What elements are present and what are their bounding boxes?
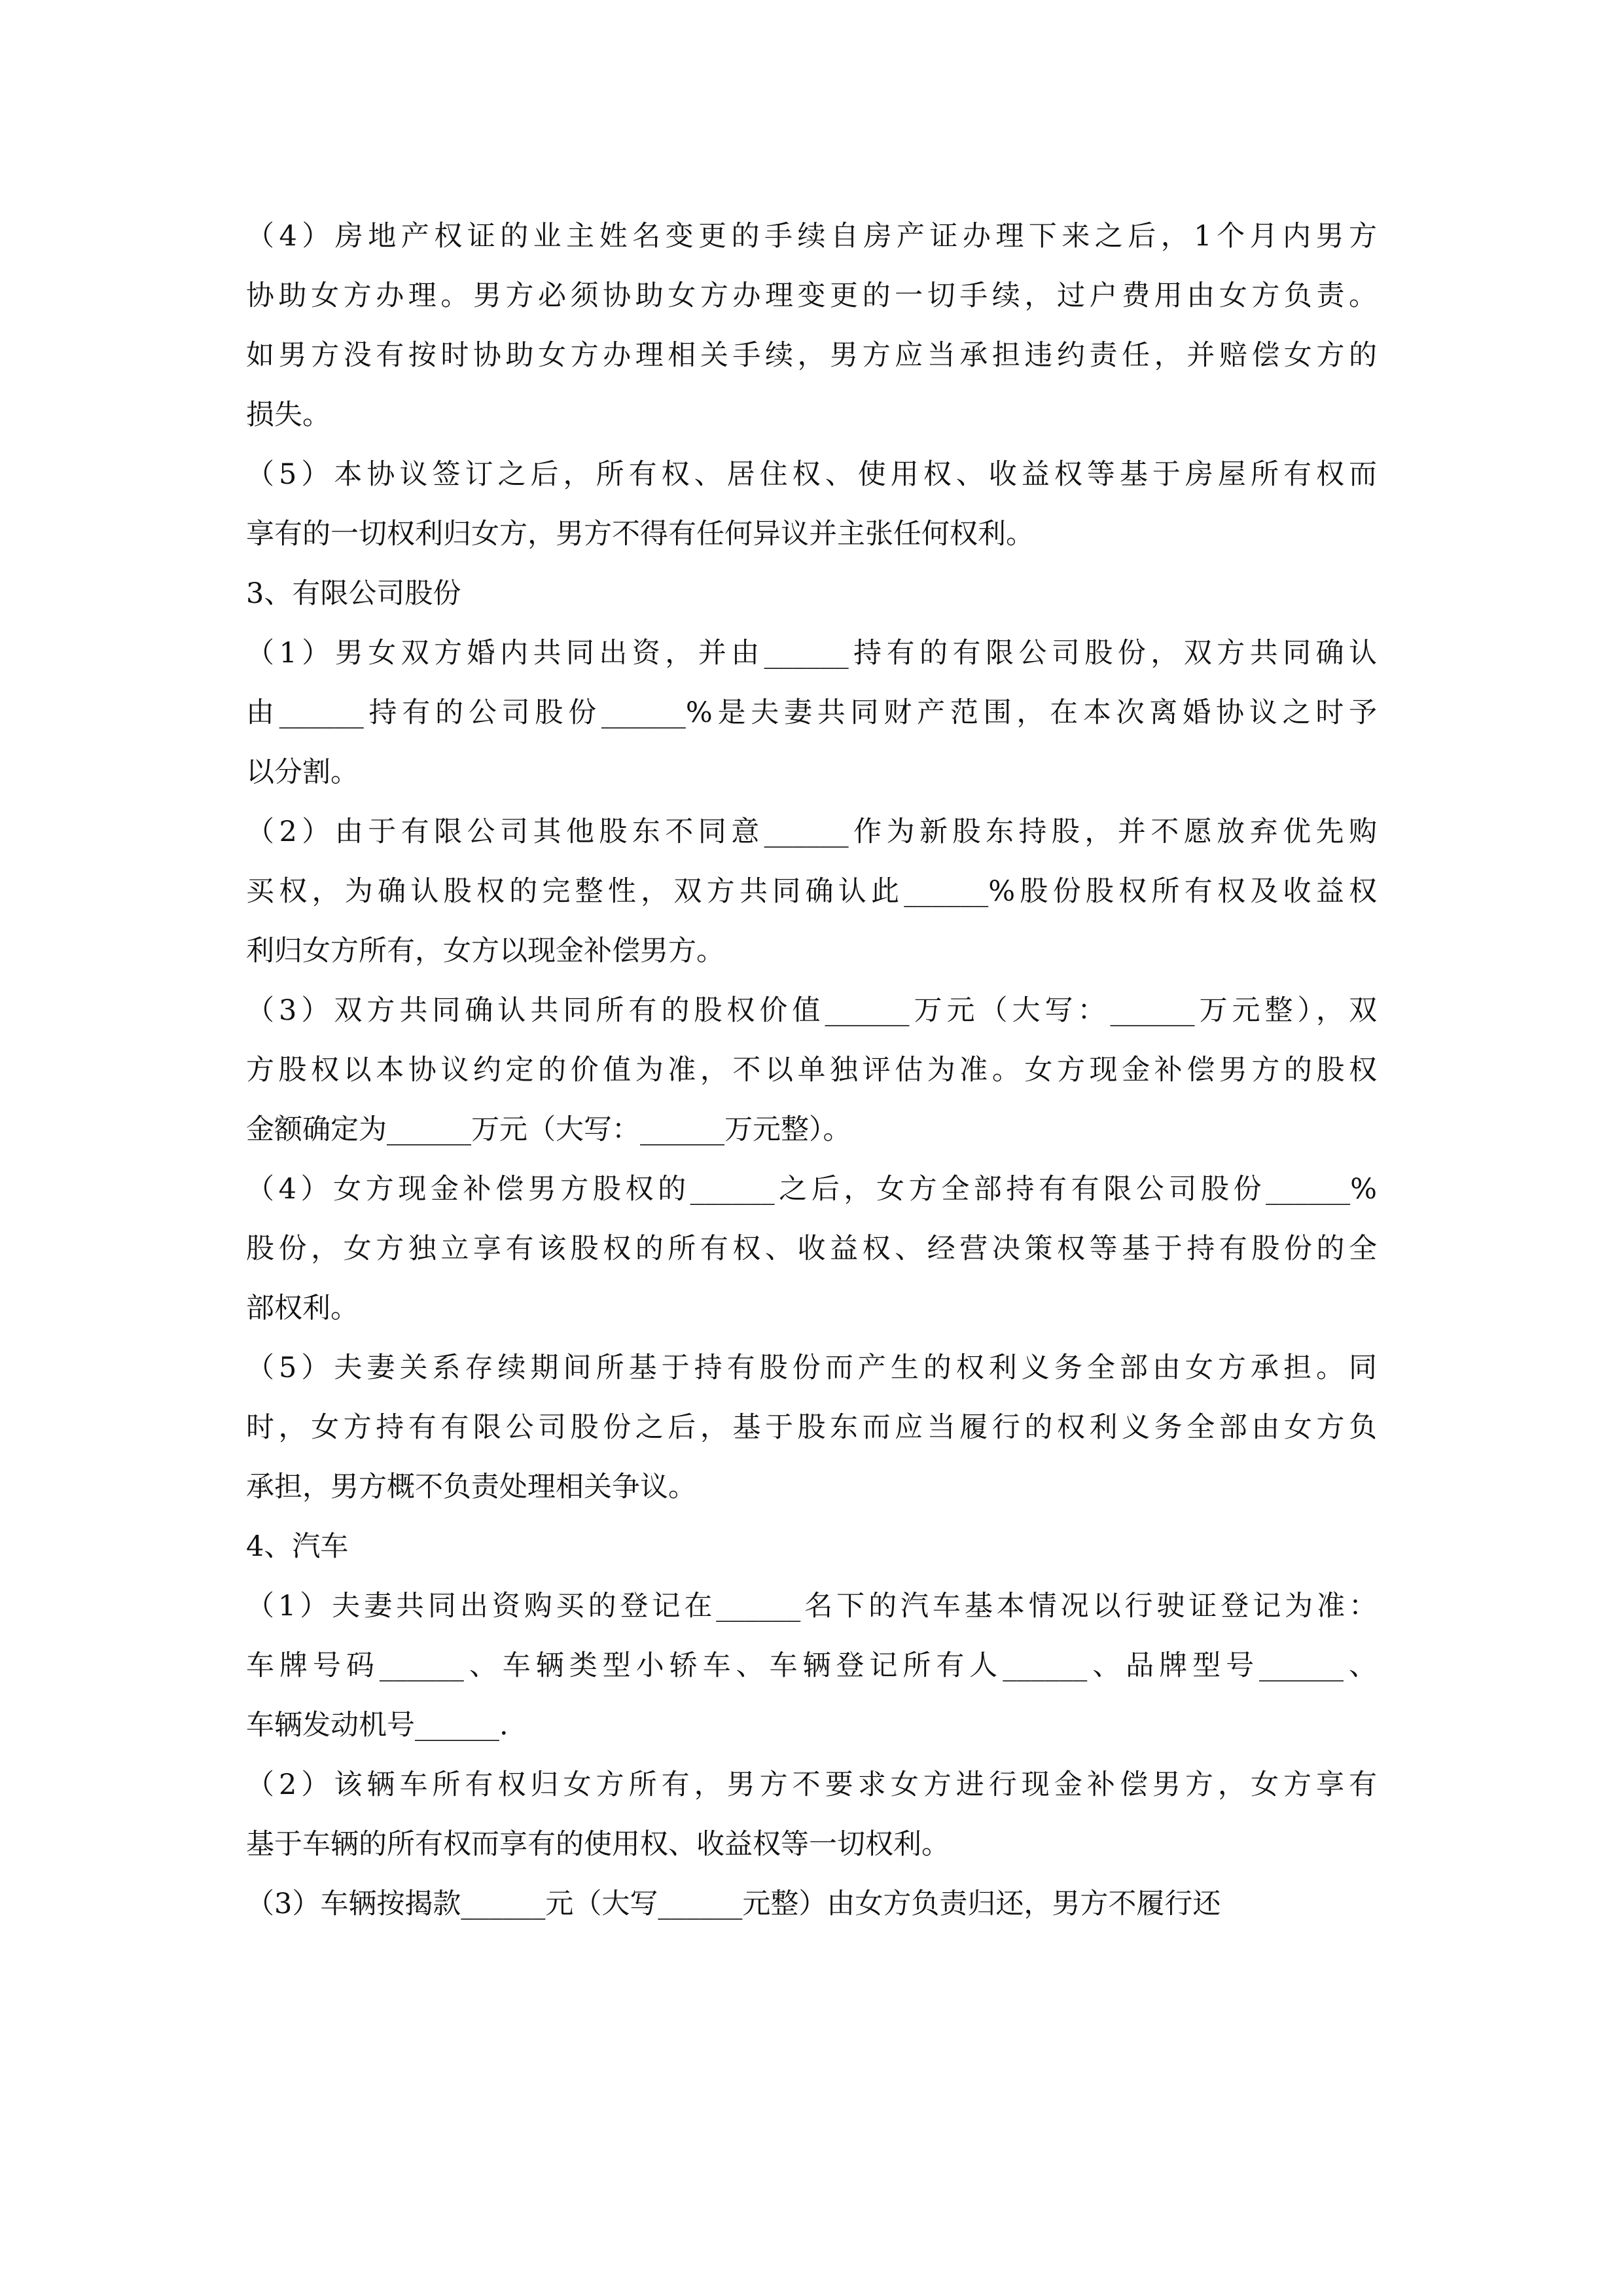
paragraph-line: （2）该辆车所有权归女方所有，男方不要求女方进行现金补偿男方，女方享有 — [246, 1768, 1377, 1801]
paragraph-line: （4）房地产权证的业主姓名变更的手续自房产证办理下来之后，1个月内男方 — [246, 220, 1377, 253]
paragraph-line: （1）夫妻共同出资购买的登记在______名下的汽车基本情况以行驶证登记为准： — [246, 1590, 1377, 1623]
paragraph-line: 协助女方办理。男方必须协助女方办理变更的一切手续，过户费用由女方负责。 — [246, 279, 1377, 312]
paragraph-line: （5）本协议签订之后，所有权、居住权、使用权、收益权等基于房屋所有权而 — [246, 458, 1377, 491]
clause-paragraph — [246, 1160, 1377, 1338]
paragraph-line: 方股权以本协议约定的价值为准，不以单独评估为准。女方现金补偿男方的股权 — [246, 1054, 1377, 1086]
paragraph-line: （4）女方现金补偿男方股权的______之后，女方全部持有有限公司股份______% — [246, 1173, 1377, 1206]
paragraph-line: 金额确定为______万元（大写：______万元整）。 — [246, 1113, 851, 1146]
paragraph-line: 买权，为确认股权的完整性，双方共同确认此______%股份股权所有权及收益权 — [246, 875, 1377, 908]
paragraph-line: 如男方没有按时协助女方办理相关手续，男方应当承担违约责任，并赔偿女方的 — [246, 339, 1377, 372]
paragraph-line: 以分割。 — [246, 756, 359, 789]
paragraph-line: （3）双方共同确认共同所有的股权价值______万元（大写：______万元整），双 — [246, 994, 1377, 1027]
paragraph-line: 车牌号码______、车辆类型小轿车、车辆登记所有人______、品牌型号______、 — [246, 1649, 1377, 1682]
clause-paragraph — [246, 445, 1377, 564]
clause-paragraph — [246, 1577, 1377, 1755]
clause-paragraph — [246, 1755, 1377, 1874]
paragraph-line: （1）男女双方婚内共同出资，并由______持有的有限公司股份，双方共同确认 — [246, 637, 1377, 670]
paragraph-line: 车辆发动机号______. — [246, 1709, 508, 1742]
section-heading — [246, 1517, 1377, 1577]
clause-paragraph — [246, 207, 1377, 445]
section-heading — [246, 564, 1377, 624]
paragraph-line: 损失。 — [246, 399, 330, 431]
heading-text: 4、汽车 — [246, 1530, 349, 1563]
clause-paragraph — [246, 1338, 1377, 1517]
clause-paragraph — [246, 802, 1377, 981]
clause-paragraph — [246, 624, 1377, 802]
paragraph-line: 利归女方所有，女方以现金补偿男方。 — [246, 935, 724, 967]
paragraph-line: 承担，男方概不负责处理相关争议。 — [246, 1471, 696, 1503]
paragraph-line: 时，女方持有有限公司股份之后，基于股东而应当履行的权利义务全部由女方负 — [246, 1411, 1377, 1444]
paragraph-line: 部权利。 — [246, 1292, 359, 1325]
document-body — [246, 207, 1377, 1934]
paragraph-line: 由______持有的公司股份______%是夫妻共同财产范围，在本次离婚协议之时予 — [246, 696, 1377, 729]
paragraph-line: （3）车辆按揭款______元（大写______元整）由女方负责归还，男方不履行还 — [246, 1888, 1221, 1920]
clause-paragraph — [246, 1874, 1377, 1934]
paragraph-line: 享有的一切权利归女方，男方不得有任何异议并主张任何权利。 — [246, 518, 1034, 550]
paragraph-line: 基于车辆的所有权而享有的使用权、收益权等一切权利。 — [246, 1828, 950, 1861]
paragraph-line: 股份，女方独立享有该股权的所有权、收益权、经营决策权等基于持有股份的全 — [246, 1232, 1377, 1265]
paragraph-line: （2）由于有限公司其他股东不同意______作为新股东持股，并不愿放弃优先购 — [246, 816, 1377, 848]
paragraph-line: （5）夫妻关系存续期间所基于持有股份而产生的权利义务全部由女方承担。同 — [246, 1352, 1377, 1384]
clause-paragraph — [246, 981, 1377, 1160]
heading-text: 3、有限公司股份 — [246, 577, 461, 610]
